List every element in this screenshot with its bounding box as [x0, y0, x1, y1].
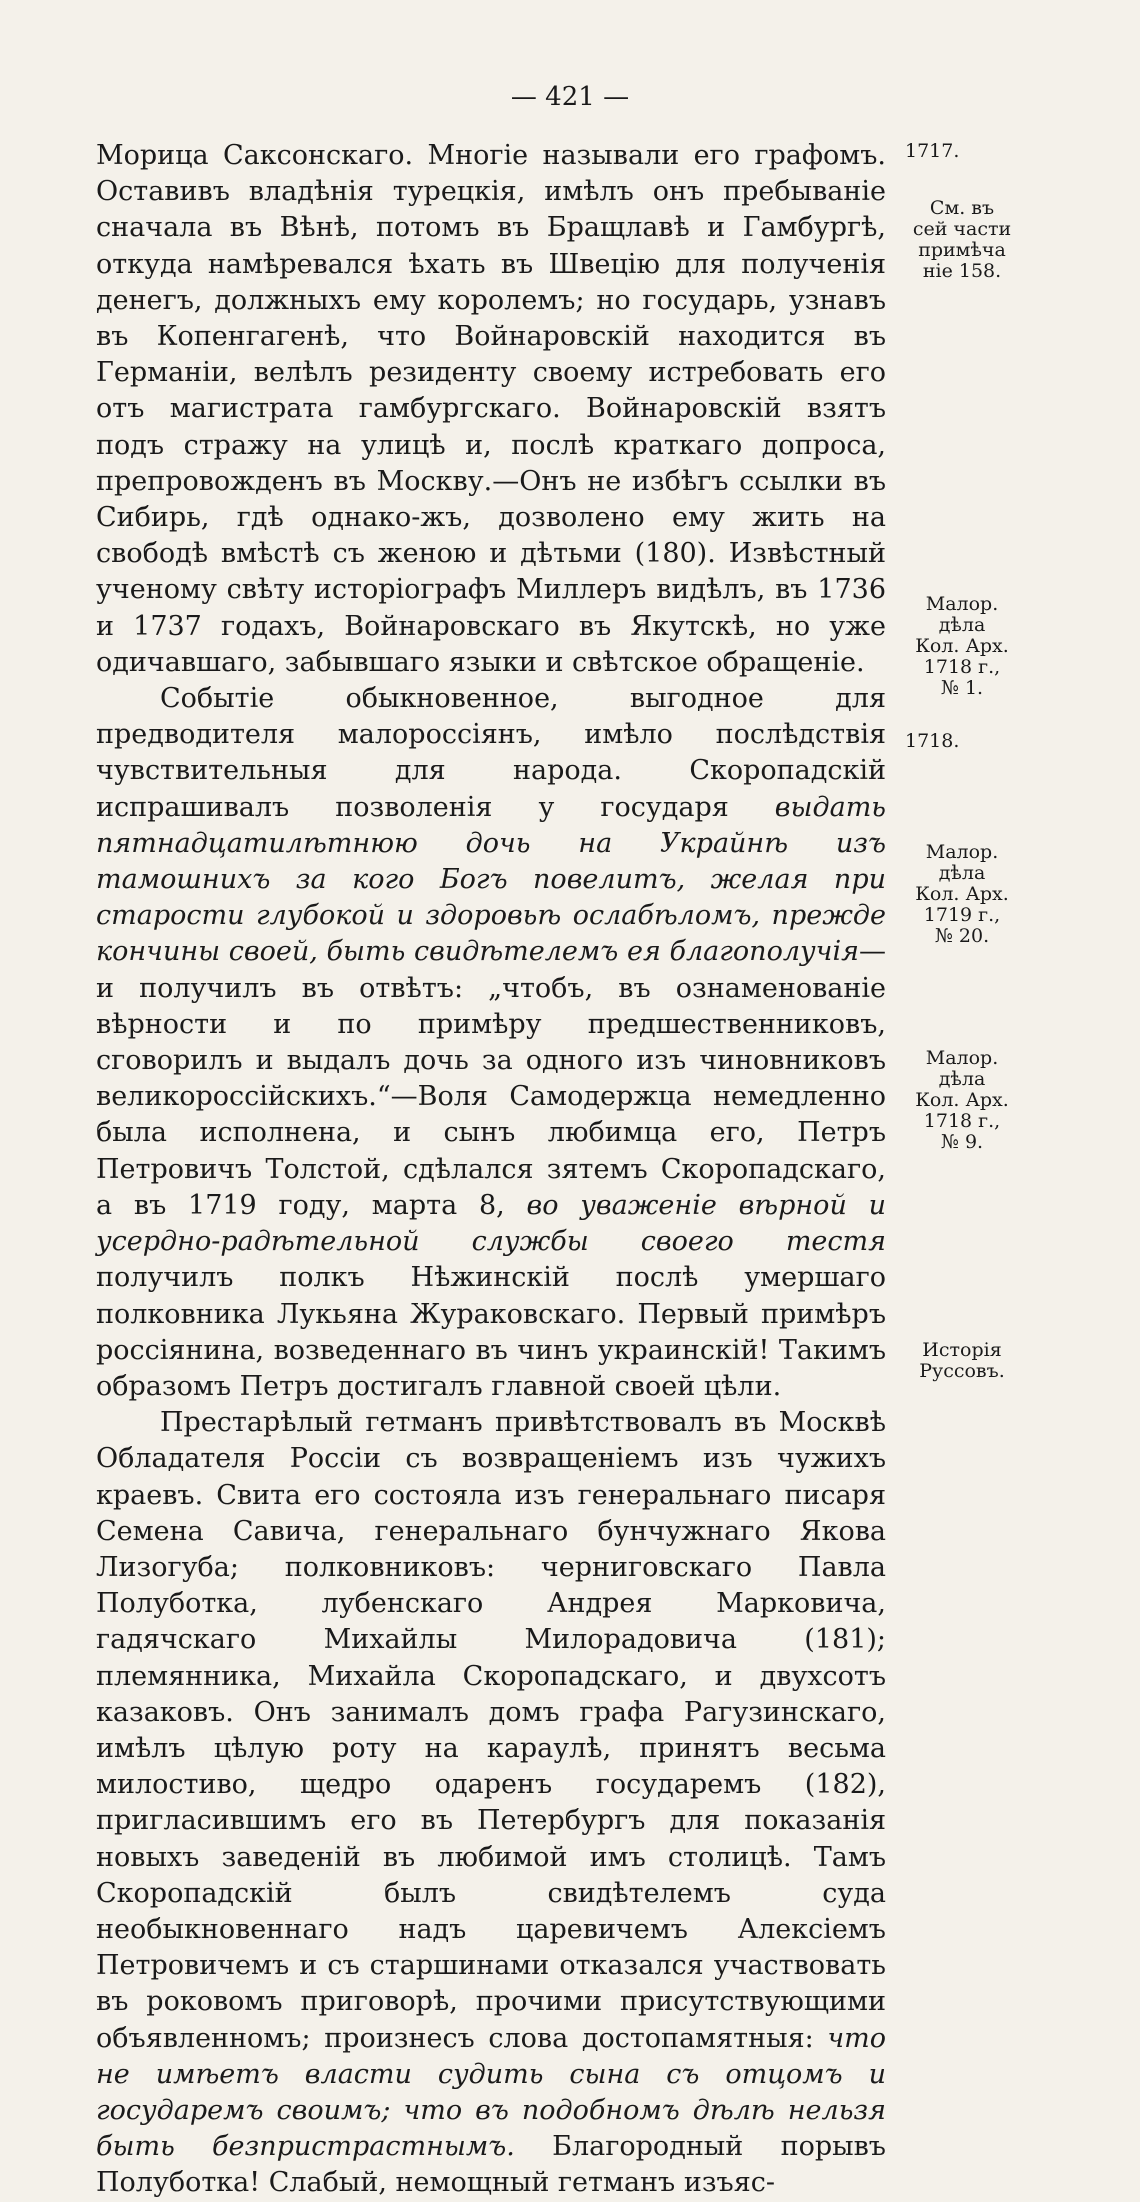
- text-segment: Престарѣлый гетманъ привѣтствовалъ въ Москвѣ Обладателя Россіи съ возвращеніемъ изъ чужихъ краевъ. Свита его состояла изъ генеральнаго писаря Семена Савича, генеральнаго бунчужнаго Якова Лизогуба; полковниковъ: черниговскаго Павла Полуботка, лубенскаго Андрея Марковича, гадячскаго Михайлы Милорадовича (181); племянника, Михайла Скоропадскаго, и двухсотъ казаковъ. Онъ занималъ домъ графа Рагузинскаго, имѣлъ цѣлую роту на караулѣ, принятъ весьма милостиво, щедро одаренъ государемъ (182), пригласившимъ его въ Петербургъ для показанія новыхъ заведеній въ любимой имъ столицѣ. Тамъ Скоропадскій былъ свидѣтелемъ суда необыкновеннаго надъ царевичемъ Алексіемъ Петровичемъ и съ старшинами отказался участвовать въ роковомъ приговорѣ, прочими присутствующими объявленномъ; произнесъ слова достопамятныя:: [96, 1407, 886, 2054]
- margin-note-malor-1719-20: Малор. дѣла Кол. Арх. 1719 г., № 20.: [915, 841, 1009, 947]
- text-segment: Событіе обыкновенное, выгодное для предводителя малороссіянъ, имѣло послѣдствія чувствительныя для народа. Скоропадскій испрашивалъ позволенія у государя: [96, 683, 886, 823]
- margin-note-see-note-158: См. въ сей части примѣча ніе 158.: [912, 197, 1012, 282]
- text-segment: Благородный порывъ Полуботка! Слабый, немощный гетманъ изъяс-: [96, 2131, 886, 2199]
- paragraph: [96, 138, 886, 681]
- margin-year-1718: 1718.: [905, 730, 960, 752]
- margin-note-history-russov: Исторія Руссовъ.: [919, 1339, 1005, 1382]
- paragraph: [96, 681, 886, 1405]
- text-segment: —и получилъ въ отвѣтъ: „чтобъ, въ ознаменованіе вѣрности и по примѣру предшественниковъ, сговорилъ и выдалъ дочь за одного изъ чиновниковъ великороссійскихъ.“—Воля Самодержца немедленно была исполнена, и сынъ любимца его, Петръ Петровичъ Толстой, сдѣлался зятемъ Скоропадскаго, а въ 1719 году, марта 8,: [96, 936, 886, 1221]
- italic-quote: выдать пятнадцатилѣтнюю дочь на Украйнѣ изъ тамошнихъ за кого Богъ повелитъ, желая при старости глубокой и здоровьѣ ослабѣломъ, прежде кончины своей, быть свидѣтелемъ ея благополучія: [96, 791, 886, 968]
- page-number: — 421 —: [510, 82, 630, 112]
- margin-note-malor-1718-1: Малор. дѣла Кол. Арх. 1718 г., № 1.: [915, 593, 1009, 699]
- main-text: [96, 138, 886, 2202]
- margin-year-1717: 1717.: [905, 140, 960, 162]
- italic-quote: что не имѣетъ власти судить сына съ отцомъ и государемъ своимъ; что въ подобномъ дѣлѣ нельзя быть безпристрастнымъ.: [96, 2022, 886, 2163]
- italic-quote: во уваженіе вѣрной и усердно-радѣтельной службы своего тестя: [96, 1189, 886, 1258]
- text-segment: получилъ полкъ Нѣжинскій послѣ умершаго полковника Лукьяна Жураковскаго. Первый примѣръ россіянина, возведеннаго въ чинъ украинскій! Такимъ образомъ Петръ достигалъ главной своей цѣли.: [96, 1262, 886, 1402]
- paragraph: [96, 1405, 886, 2201]
- text-segment: Морица Саксонскаго. Многіе называли его графомъ. Оставивъ владѣнія турецкія, имѣлъ онъ пребываніе сначала въ Вѣнѣ, потомъ въ Бращлавѣ и Гамбургѣ, откуда намѣревался ѣхать въ Швецію для полученія денегъ, должныхъ ему королемъ; но государь, узнавъ въ Копенгагенѣ, что Войнаровскій находится въ Германіи, велѣлъ резиденту своему истребовать его отъ магистрата гамбургскаго. Войнаровскій взятъ подъ стражу на улицѣ и, послѣ краткаго допроса, препровожденъ въ Москву.—Онъ не избѣгъ ссылки въ Сибирь, гдѣ однако-жъ, дозволено ему жить на свободѣ вмѣстѣ съ женою и дѣтьми (180). Извѣстный ученому свѣту исторіографъ Миллеръ видѣлъ, въ 1736 и 1737 годахъ, Войнаровскаго въ Якутскѣ, но уже одичавшаго, забывшаго языки и свѣтское обращеніе.: [96, 140, 886, 678]
- margin-note-malor-1718-9: Малор. дѣла Кол. Арх. 1718 г., № 9.: [915, 1047, 1009, 1153]
